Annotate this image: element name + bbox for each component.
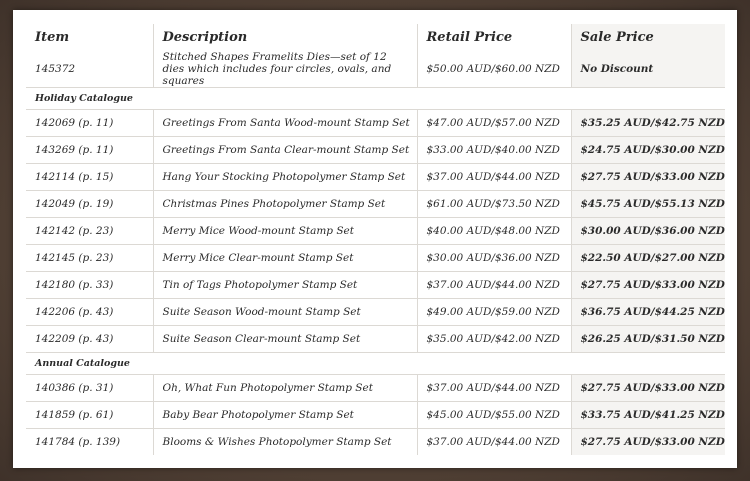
table-row xyxy=(26,51,725,88)
retail-price-cell: $47.00 AUD/$57.00 NZD xyxy=(417,110,571,137)
item-cell: 141859 (p. 61) xyxy=(26,402,153,429)
sale-price-cell: $45.75 AUD/$55.13 NZD xyxy=(571,191,725,218)
section-label-annual: Annual Catalogue xyxy=(26,353,725,375)
description-cell: Baby Bear Photopolymer Stamp Set xyxy=(153,402,417,429)
description-cell: Merry Mice Clear-mount Stamp Set xyxy=(153,245,417,272)
table-row xyxy=(26,137,725,164)
price-table xyxy=(26,24,725,455)
item-cell: 142049 (p. 19) xyxy=(26,191,153,218)
table-row xyxy=(26,272,725,299)
sale-price-cell: $27.75 AUD/$33.00 NZD xyxy=(571,272,725,299)
item-cell: 142206 (p. 43) xyxy=(26,299,153,326)
table-row xyxy=(26,110,725,137)
description-cell: Hang Your Stocking Photopolymer Stamp Set xyxy=(153,164,417,191)
description-cell: Greetings From Santa Clear-mount Stamp Set xyxy=(153,137,417,164)
description-cell: Blooms & Wishes Photopolymer Stamp Set xyxy=(153,429,417,456)
description-header: Description xyxy=(153,24,417,51)
item-cell: 142209 (p. 43) xyxy=(26,326,153,353)
sale-price-header: Sale Price xyxy=(571,24,725,51)
price-card xyxy=(13,10,737,468)
retail-price-cell: $33.00 AUD/$40.00 NZD xyxy=(417,137,571,164)
sale-price-cell: $36.75 AUD/$44.25 NZD xyxy=(571,299,725,326)
item-cell: 142180 (p. 33) xyxy=(26,272,153,299)
retail-price-cell: $45.00 AUD/$55.00 NZD xyxy=(417,402,571,429)
section-row-annual xyxy=(26,353,725,375)
description-cell: Greetings From Santa Wood-mount Stamp Set xyxy=(153,110,417,137)
description-cell: Suite Season Clear-mount Stamp Set xyxy=(153,326,417,353)
description-cell: Oh, What Fun Photopolymer Stamp Set xyxy=(153,375,417,402)
item-cell: 142145 (p. 23) xyxy=(26,245,153,272)
sale-price-cell: $30.00 AUD/$36.00 NZD xyxy=(571,218,725,245)
description-cell: Stitched Shapes Framelits Dies—set of 12 dies which includes four circles, ovals, and squares xyxy=(153,51,417,88)
sale-price-cell: $22.50 AUD/$27.00 NZD xyxy=(571,245,725,272)
sale-price-cell: $27.75 AUD/$33.00 NZD xyxy=(571,429,725,456)
sale-price-cell: $26.25 AUD/$31.50 NZD xyxy=(571,326,725,353)
description-cell: Tin of Tags Photopolymer Stamp Set xyxy=(153,272,417,299)
sale-price-cell: $27.75 AUD/$33.00 NZD xyxy=(571,375,725,402)
retail-price-cell: $61.00 AUD/$73.50 NZD xyxy=(417,191,571,218)
item-cell: 142114 (p. 15) xyxy=(26,164,153,191)
retail-price-cell: $40.00 AUD/$48.00 NZD xyxy=(417,218,571,245)
table-row xyxy=(26,245,725,272)
table-row xyxy=(26,299,725,326)
retail-price-cell: $37.00 AUD/$44.00 NZD xyxy=(417,375,571,402)
description-cell: Suite Season Wood-mount Stamp Set xyxy=(153,299,417,326)
retail-price-cell: $49.00 AUD/$59.00 NZD xyxy=(417,299,571,326)
item-cell: 142142 (p. 23) xyxy=(26,218,153,245)
sale-price-cell: $35.25 AUD/$42.75 NZD xyxy=(571,110,725,137)
retail-price-cell: $37.00 AUD/$44.00 NZD xyxy=(417,164,571,191)
retail-price-cell: $37.00 AUD/$44.00 NZD xyxy=(417,272,571,299)
header-row xyxy=(26,24,725,51)
item-cell: 142069 (p. 11) xyxy=(26,110,153,137)
table-row xyxy=(26,191,725,218)
item-cell: 140386 (p. 31) xyxy=(26,375,153,402)
description-cell: Christmas Pines Photopolymer Stamp Set xyxy=(153,191,417,218)
table-row xyxy=(26,429,725,456)
retail-price-cell: $35.00 AUD/$42.00 NZD xyxy=(417,326,571,353)
table-row xyxy=(26,402,725,429)
item-cell: 143269 (p. 11) xyxy=(26,137,153,164)
section-label-holiday: Holiday Catalogue xyxy=(26,88,725,110)
description-cell: Merry Mice Wood-mount Stamp Set xyxy=(153,218,417,245)
retail-price-cell: $37.00 AUD/$44.00 NZD xyxy=(417,429,571,456)
retail-price-cell: $50.00 AUD/$60.00 NZD xyxy=(417,51,571,88)
sale-price-cell: $33.75 AUD/$41.25 NZD xyxy=(571,402,725,429)
item-cell: 141784 (p. 139) xyxy=(26,429,153,456)
table-row xyxy=(26,218,725,245)
sale-price-cell: $27.75 AUD/$33.00 NZD xyxy=(571,164,725,191)
sale-price-cell: No Discount xyxy=(571,51,725,88)
table-row xyxy=(26,164,725,191)
section-row-holiday xyxy=(26,88,725,110)
item-cell: 145372 xyxy=(35,63,76,75)
table-row xyxy=(26,326,725,353)
sale-price-cell: $24.75 AUD/$30.00 NZD xyxy=(571,137,725,164)
retail-price-header: Retail Price xyxy=(417,24,571,51)
table-row xyxy=(26,375,725,402)
retail-price-cell: $30.00 AUD/$36.00 NZD xyxy=(417,245,571,272)
item-header: Item xyxy=(35,30,70,45)
